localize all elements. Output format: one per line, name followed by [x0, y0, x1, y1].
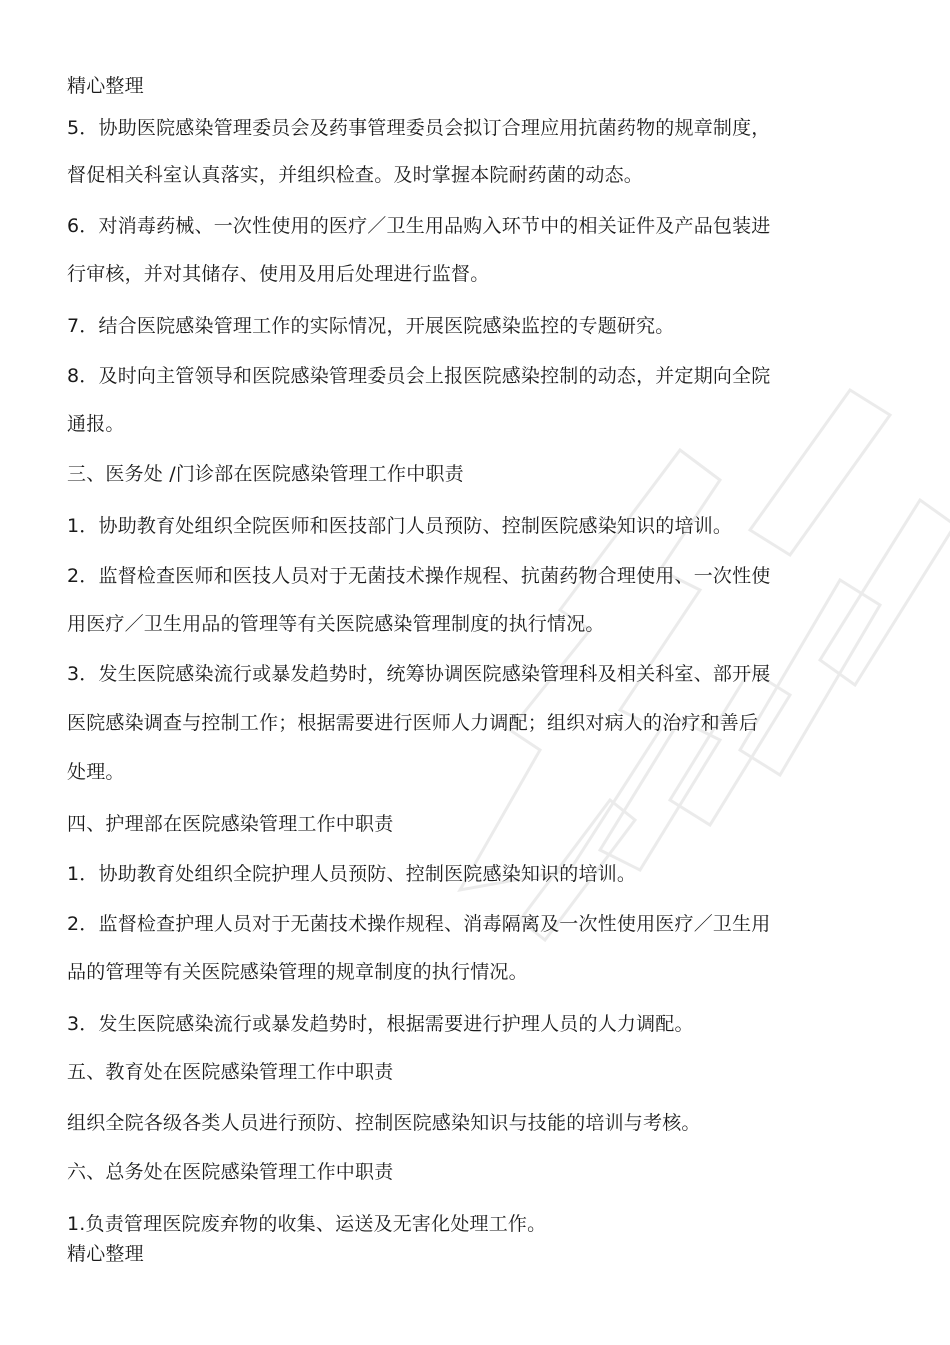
text-line: 组织全院各级各类人员进行预防、控制医院感染知识与技能的培训与考核。 — [67, 1112, 701, 1134]
text-line: 1.负责管理医院废弃物的收集、运送及无害化处理工作。 — [67, 1213, 547, 1235]
text-line: 7．结合医院感染管理工作的实际情况，开展医院感染监控的专题研究。 — [67, 315, 675, 337]
text-line: 3．发生医院感染流行或暴发趋势时，统筹协调医院感染管理科及相关科室、部开展 — [67, 663, 771, 685]
section-heading: 五、教育处在医院感染管理工作中职责 — [67, 1061, 394, 1083]
section-heading: 六、总务处在医院感染管理工作中职责 — [67, 1161, 394, 1183]
section-heading: 三、医务处 /门诊部在医院感染管理工作中职责 — [67, 463, 464, 485]
page-footer: 精心整理 — [67, 1243, 144, 1265]
text-line: 2．监督检查护理人员对于无菌技术操作规程、消毒隔离及一次性使用医疗／卫生用 — [67, 913, 771, 935]
text-line: 3．发生医院感染流行或暴发趋势时，根据需要进行护理人员的人力调配。 — [67, 1013, 694, 1035]
text-line: 医院感染调查与控制工作；根据需要进行医师人力调配；组织对病人的治疗和善后 — [67, 712, 759, 734]
section-heading: 四、护理部在医院感染管理工作中职责 — [67, 813, 394, 835]
text-line: 用医疗／卫生用品的管理等有关医院感染管理制度的执行情况。 — [67, 613, 605, 635]
text-line: 处理。 — [67, 761, 125, 783]
text-line: 5．协助医院感染管理委员会及药事管理委员会拟订合理应用抗菌药物的规章制度， — [67, 117, 771, 139]
text-line: 督促相关科室认真落实，并组织检查。及时掌握本院耐药菌的动态。 — [67, 164, 644, 186]
text-line: 行审核，并对其储存、使用及用后处理进行监督。 — [67, 263, 490, 285]
text-line: 品的管理等有关医院感染管理的规章制度的执行情况。 — [67, 961, 528, 983]
text-line: 2．监督检查医师和医技人员对于无菌技术操作规程、抗菌药物合理使用、一次性使 — [67, 565, 771, 587]
text-line: 1．协助教育处组织全院医师和医技部门人员预防、控制医院感染知识的培训。 — [67, 515, 733, 537]
text-line: 6．对消毒药械、一次性使用的医疗／卫生用品购入环节中的相关证件及产品包装进 — [67, 215, 771, 237]
text-line: 通报。 — [67, 413, 125, 435]
text-line: 1．协助教育处组织全院护理人员预防、控制医院感染知识的培训。 — [67, 863, 637, 885]
page-header: 精心整理 — [67, 75, 144, 97]
text-line: 8．及时向主管领导和医院感染管理委员会上报医院感染控制的动态，并定期向全院 — [67, 365, 771, 387]
